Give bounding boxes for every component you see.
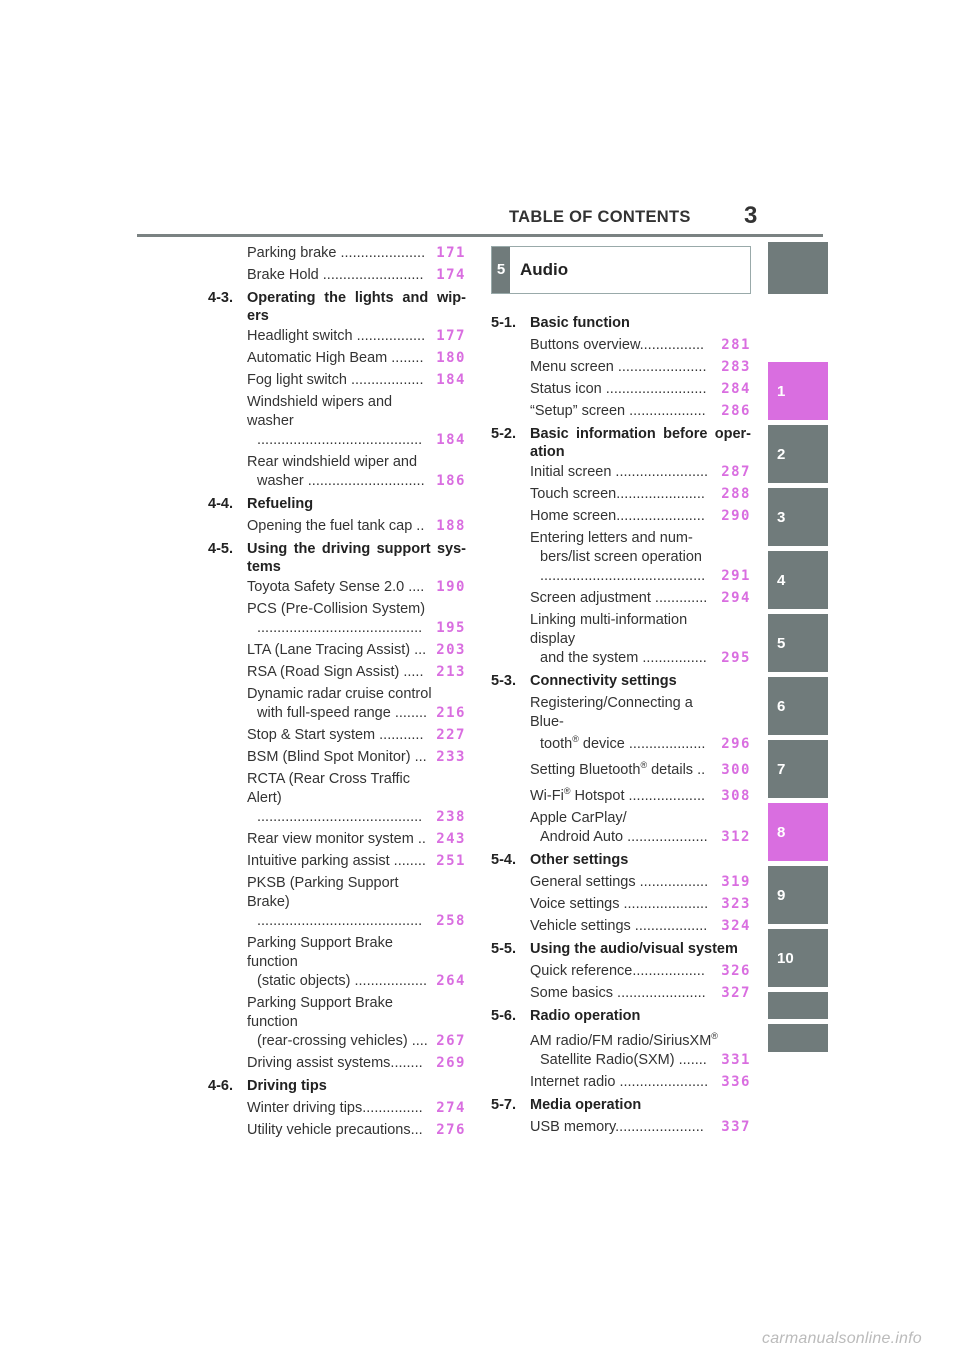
entry-title: Automatic High Beam ........ xyxy=(247,349,424,366)
entry-page: 251 xyxy=(436,853,466,869)
toc-entry[interactable] xyxy=(247,391,466,451)
page-number: 3 xyxy=(744,202,758,229)
entry-page: 258 xyxy=(436,913,466,929)
chapter-tab-blank-2[interactable] xyxy=(768,1024,828,1052)
entry-page: 174 xyxy=(436,267,466,283)
section-title: Driving tips xyxy=(247,1078,327,1094)
page-header-title: TABLE OF CONTENTS xyxy=(509,208,691,226)
entry-title: Opening the fuel tank cap .. xyxy=(247,517,425,534)
entry-page: 180 xyxy=(436,350,466,366)
entry-page: 300 xyxy=(721,762,751,778)
entry-page: 216 xyxy=(436,705,466,721)
entry-page: 186 xyxy=(436,473,466,489)
section-number: 4-5. xyxy=(208,541,233,557)
entry-leader: ......................................... xyxy=(257,808,423,825)
entry-page: 287 xyxy=(721,464,751,480)
entry-title xyxy=(247,683,434,724)
entry-line: Registering/Connecting a Blue- xyxy=(530,694,693,730)
entry-title: Buttons overview................ xyxy=(530,336,705,353)
section-number: 4-6. xyxy=(208,1078,233,1094)
section-number: 5-2. xyxy=(491,426,516,442)
toc-entry[interactable] xyxy=(247,724,466,746)
entry-title: Initial screen ....................... xyxy=(530,463,709,480)
section-title: Operating the lights and wip-ers xyxy=(247,290,466,324)
toc-entry[interactable] xyxy=(530,400,751,422)
toc-entry[interactable] xyxy=(530,505,751,527)
tab-label: 10 xyxy=(777,949,794,967)
entry-page: 336 xyxy=(721,1074,751,1090)
toc-entry[interactable] xyxy=(247,325,466,347)
entry-text: AM radio/FM radio/SiriusXM xyxy=(530,1032,712,1049)
entry-page: 184 xyxy=(436,432,466,448)
entry-title: USB memory...................... xyxy=(530,1118,704,1135)
section-heading xyxy=(491,849,751,871)
entry-line: Linking multi-information display xyxy=(530,611,688,647)
toc-entry[interactable] xyxy=(530,587,751,609)
section-title: Radio operation xyxy=(530,1008,641,1024)
toc-left-column xyxy=(208,242,466,1141)
registered-mark: ® xyxy=(711,1030,718,1041)
section-number: 5-3. xyxy=(491,673,516,689)
entry-page: 337 xyxy=(721,1119,751,1135)
entry-line: PKSB (Parking Support Brake) xyxy=(247,874,399,910)
chapter-number: 5 xyxy=(492,247,510,293)
entry-leader: ......................................... xyxy=(540,567,706,584)
entry-title xyxy=(247,872,434,932)
entry-page: 283 xyxy=(721,359,751,375)
section-heading xyxy=(491,938,751,960)
entry-page: 288 xyxy=(721,486,751,502)
chapter-tab-5[interactable] xyxy=(768,614,828,672)
entry-page: 327 xyxy=(721,985,751,1001)
section-title: Other settings xyxy=(530,852,629,868)
toc-entry[interactable] xyxy=(530,334,751,356)
chapter-tab-1[interactable] xyxy=(768,362,828,420)
entry-title: Stop & Start system ........... xyxy=(247,726,424,743)
toc-entry[interactable] xyxy=(530,356,751,378)
tab-label: 6 xyxy=(777,697,786,715)
section-title: Using the audio/visual system xyxy=(530,941,738,957)
entry-title: Some basics ...................... xyxy=(530,984,706,1001)
toc-entry[interactable] xyxy=(247,746,466,768)
entry-title: Driving assist systems........ xyxy=(247,1054,423,1071)
section-heading xyxy=(491,670,751,692)
toc-entry[interactable] xyxy=(530,378,751,400)
chapter-tab-4[interactable] xyxy=(768,551,828,609)
toc-entry[interactable] xyxy=(530,759,751,781)
entry-title xyxy=(530,692,719,755)
toc-entry[interactable] xyxy=(247,872,466,932)
chapter-title: Audio xyxy=(520,260,569,279)
section-number: 4-4. xyxy=(208,496,233,512)
entry-text: Wi-Fi xyxy=(530,787,564,804)
entry-line: and the system ................ xyxy=(540,649,707,666)
entry-title: Screen adjustment ............. xyxy=(530,589,708,606)
entry-page: 184 xyxy=(436,372,466,388)
toc-entry[interactable] xyxy=(530,871,751,893)
entry-line: Parking Support Brake function xyxy=(247,994,393,1030)
toc-entry[interactable] xyxy=(247,347,466,369)
toc-entry[interactable] xyxy=(530,1071,751,1093)
entry-page: 290 xyxy=(721,508,751,524)
toc-entry[interactable] xyxy=(530,527,751,587)
chapter-tab-3[interactable] xyxy=(768,488,828,546)
registered-mark: ® xyxy=(640,759,648,770)
tab-label: 9 xyxy=(777,886,786,904)
entry-line: PCS (Pre-Collision System) xyxy=(247,600,426,617)
entry-title: Quick reference.................. xyxy=(530,962,705,979)
toc-entry[interactable] xyxy=(530,609,751,669)
entry-title: Home screen...................... xyxy=(530,507,705,524)
toc-entry[interactable] xyxy=(247,451,466,492)
chapter-tab-10[interactable] xyxy=(768,929,828,987)
entry-title xyxy=(247,451,434,492)
entry-title: Internet radio ...................... xyxy=(530,1073,709,1090)
toc-entry[interactable] xyxy=(247,598,466,639)
entry-title xyxy=(530,785,719,807)
entry-title: Headlight switch ................. xyxy=(247,327,426,344)
registered-mark: ® xyxy=(563,785,571,796)
toc-entry[interactable] xyxy=(247,369,466,391)
entry-page: 190 xyxy=(436,579,466,595)
toc-entry[interactable] xyxy=(247,1119,466,1141)
entry-leader: ......................................... xyxy=(257,619,423,636)
entry-page: 296 xyxy=(721,736,751,752)
section-title: Connectivity settings xyxy=(530,673,677,689)
section-heading xyxy=(491,1005,751,1027)
entry-text: device ................... xyxy=(578,735,706,752)
tab-label: 2 xyxy=(777,445,786,463)
section-heading xyxy=(491,312,751,334)
toc-entry[interactable] xyxy=(247,683,466,724)
entry-page: 286 xyxy=(721,403,751,419)
entry-page: 331 xyxy=(721,1052,751,1068)
entry-page: 274 xyxy=(436,1100,466,1116)
entry-title: BSM (Blind Spot Monitor) ... xyxy=(247,748,427,765)
entry-page: 243 xyxy=(436,831,466,847)
entry-title xyxy=(247,598,434,639)
entry-page: 195 xyxy=(436,620,466,636)
entry-page: 276 xyxy=(436,1122,466,1138)
entry-page: 227 xyxy=(436,727,466,743)
entry-title: “Setup” screen ................... xyxy=(530,402,706,419)
entry-page: 291 xyxy=(721,568,751,584)
entry-title: General settings ................. xyxy=(530,873,709,890)
section-heading xyxy=(491,423,751,461)
entry-line: Parking Support Brake function xyxy=(247,934,393,970)
toc-right-column xyxy=(491,246,751,1138)
entry-page: 323 xyxy=(721,896,751,912)
entry-page: 308 xyxy=(721,788,751,804)
section-heading xyxy=(491,1094,751,1116)
chapter-tab-6[interactable] xyxy=(768,677,828,735)
section-title: Basic function xyxy=(530,315,630,331)
toc-entry[interactable] xyxy=(530,807,751,848)
entry-line: washer ............................. xyxy=(257,472,425,489)
entry-title: Vehicle settings .................. xyxy=(530,917,708,934)
entry-title: Rear view monitor system .. xyxy=(247,830,426,847)
entry-title xyxy=(530,609,719,669)
entry-line xyxy=(530,1030,718,1049)
toc-entry[interactable] xyxy=(247,1052,466,1074)
entry-page: 238 xyxy=(436,809,466,825)
entry-page: 188 xyxy=(436,518,466,534)
section-heading xyxy=(208,493,466,515)
entry-page: 295 xyxy=(721,650,751,666)
entry-title: Utility vehicle precautions... xyxy=(247,1121,423,1138)
entry-title: RSA (Road Sign Assist) ..... xyxy=(247,663,424,680)
entry-title xyxy=(530,807,719,848)
entry-title: Winter driving tips............... xyxy=(247,1099,423,1116)
entry-line: Dynamic radar cruise control xyxy=(247,685,432,702)
toc-entry[interactable] xyxy=(247,661,466,683)
section-title: Basic information before oper-ation xyxy=(530,426,751,460)
entry-title: Fog light switch .................. xyxy=(247,371,424,388)
tab-label: 8 xyxy=(777,823,786,841)
tab-label: 3 xyxy=(777,508,786,526)
section-number: 5-5. xyxy=(491,941,516,957)
entry-page: 319 xyxy=(721,874,751,890)
section-heading xyxy=(208,538,466,576)
entry-line: (rear-crossing vehicles) .... xyxy=(257,1032,428,1049)
entry-title: Brake Hold ......................... xyxy=(247,266,424,283)
toc-entry[interactable] xyxy=(530,483,751,505)
toc-entry[interactable] xyxy=(530,1030,751,1071)
entry-line: Apple CarPlay/ xyxy=(530,809,627,826)
entry-line: bers/list screen operation xyxy=(540,548,702,565)
entry-line: Entering letters and num- xyxy=(530,529,693,546)
toc-entry[interactable] xyxy=(530,893,751,915)
tab-label: 5 xyxy=(777,634,786,652)
entry-text: Setting Bluetooth xyxy=(530,761,641,778)
entry-page: 267 xyxy=(436,1033,466,1049)
entry-page: 326 xyxy=(721,963,751,979)
toc-entry[interactable] xyxy=(247,932,466,992)
entry-leader: ......................................... xyxy=(257,431,423,448)
toc-entry[interactable] xyxy=(247,242,466,264)
entry-page: 281 xyxy=(721,337,751,353)
entry-line: Rear windshield wiper and xyxy=(247,453,418,470)
entry-page: 203 xyxy=(436,642,466,658)
section-number: 4-3. xyxy=(208,290,233,306)
entry-line: Satellite Radio(SXM) ....... xyxy=(540,1051,707,1068)
entry-title: Toyota Safety Sense 2.0 .... xyxy=(247,578,425,595)
toc-entry[interactable] xyxy=(247,768,466,828)
toc-entry[interactable] xyxy=(247,515,466,537)
toc-entry[interactable] xyxy=(530,785,751,807)
entry-page: 312 xyxy=(721,829,751,845)
chapter-tab-7[interactable] xyxy=(768,740,828,798)
entry-text: Hotspot ................... xyxy=(570,787,706,804)
entry-line xyxy=(530,732,719,754)
entry-page: 324 xyxy=(721,918,751,934)
entry-title xyxy=(530,759,719,781)
toc-entry[interactable] xyxy=(247,850,466,872)
toc-entry[interactable] xyxy=(247,576,466,598)
entry-text: details .. xyxy=(647,761,706,778)
chapter-tab-blank-1[interactable] xyxy=(768,992,828,1019)
toc-entry[interactable] xyxy=(247,639,466,661)
section-heading xyxy=(208,287,466,325)
section-number: 5-4. xyxy=(491,852,516,868)
entry-page: 294 xyxy=(721,590,751,606)
entry-title xyxy=(247,992,434,1052)
header-divider xyxy=(137,234,823,237)
toc-entry[interactable] xyxy=(530,461,751,483)
toc-entry[interactable] xyxy=(530,692,751,755)
toc-entry[interactable] xyxy=(247,992,466,1052)
chapter-tab-8[interactable] xyxy=(768,803,828,861)
toc-entry[interactable] xyxy=(247,828,466,850)
entry-title xyxy=(530,527,719,587)
entry-line: RCTA (Rear Cross Traffic Alert) xyxy=(247,770,411,806)
toc-entry[interactable] xyxy=(530,960,751,982)
chapter-tab-blank-top[interactable] xyxy=(768,242,828,294)
entry-title xyxy=(247,932,434,992)
section-number: 5-7. xyxy=(491,1097,516,1113)
toc-entry[interactable] xyxy=(247,264,466,286)
section-heading xyxy=(208,1075,466,1097)
section-title: Using the driving support sys-tems xyxy=(247,541,466,575)
section-title: Media operation xyxy=(530,1097,642,1113)
entry-title xyxy=(247,768,434,828)
tab-label: 7 xyxy=(777,760,786,778)
entry-title: Menu screen ...................... xyxy=(530,358,707,375)
toc-entry[interactable] xyxy=(530,915,751,937)
chapter-tab-2[interactable] xyxy=(768,425,828,483)
toc-entry[interactable] xyxy=(530,982,751,1004)
entry-title: Touch screen...................... xyxy=(530,485,705,502)
entry-page: 171 xyxy=(436,245,466,261)
toc-entry[interactable] xyxy=(247,1097,466,1119)
entry-title xyxy=(247,391,434,451)
entry-line: Android Auto .................... xyxy=(540,828,708,845)
section-number: 5-6. xyxy=(491,1008,516,1024)
entry-text: tooth xyxy=(540,735,573,752)
entry-line: (static objects) .................. xyxy=(257,972,428,989)
entry-line: with full-speed range ........ xyxy=(257,704,428,721)
entry-title xyxy=(530,1030,719,1071)
entry-page: 177 xyxy=(436,328,466,344)
entry-title: Intuitive parking assist ........ xyxy=(247,852,426,869)
section-number: 5-1. xyxy=(491,315,516,331)
section-title: Refueling xyxy=(247,496,314,512)
entry-page: 269 xyxy=(436,1055,466,1071)
entry-title: Status icon ......................... xyxy=(530,380,707,397)
entry-line: Windshield wipers and washer xyxy=(247,393,393,429)
watermark: carmanualsonline.info xyxy=(762,1330,922,1347)
tab-label: 1 xyxy=(777,382,786,400)
toc-entry[interactable] xyxy=(530,1116,751,1138)
chapter-header-box xyxy=(491,246,751,294)
entry-leader: ......................................... xyxy=(257,912,423,929)
chapter-tab-9[interactable] xyxy=(768,866,828,924)
entry-page: 213 xyxy=(436,664,466,680)
tab-label: 4 xyxy=(777,571,786,589)
entry-title: LTA (Lane Tracing Assist) ... xyxy=(247,641,427,658)
registered-mark: ® xyxy=(572,733,579,744)
entry-page: 233 xyxy=(436,749,466,765)
entry-page: 264 xyxy=(436,973,466,989)
entry-title: Parking brake ..................... xyxy=(247,244,426,261)
entry-title: Voice settings ..................... xyxy=(530,895,709,912)
entry-page: 284 xyxy=(721,381,751,397)
